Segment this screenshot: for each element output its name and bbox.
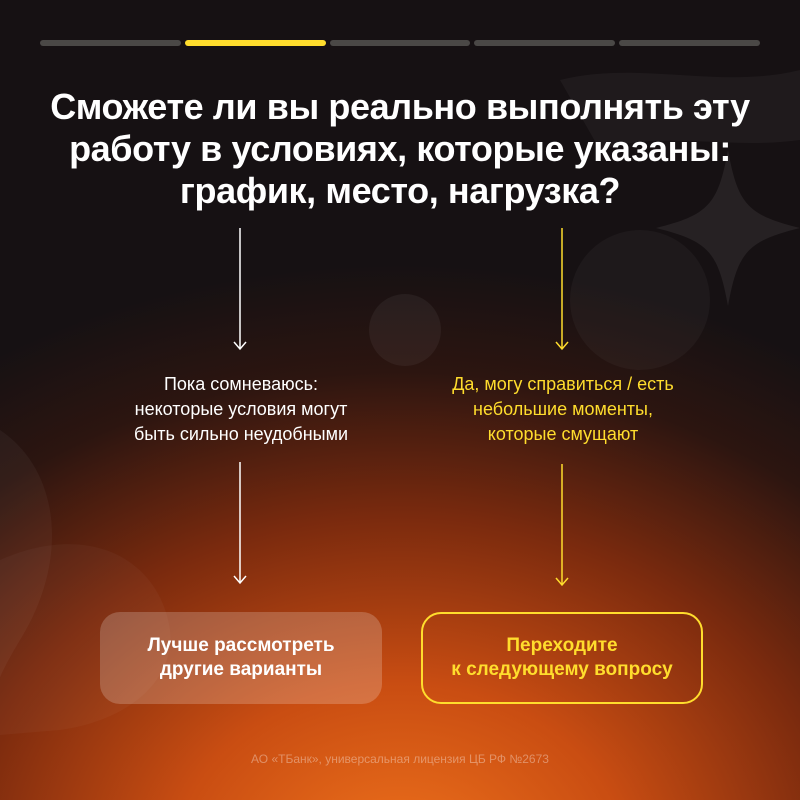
result-next-question <box>421 612 703 704</box>
headline-line: Сможете ли вы реально выполнять эту <box>50 86 750 127</box>
result-line: другие варианты <box>159 659 323 680</box>
progress-segment-active <box>185 40 326 46</box>
headline-line: работу в условиях, которые указаны: <box>69 128 731 169</box>
progress-segment <box>619 40 760 46</box>
progress-segment <box>474 40 615 46</box>
progress-segment <box>330 40 471 46</box>
option-line: некоторые условия могут <box>134 399 348 419</box>
license-footer: АО «ТБанк», универсальная лицензия ЦБ РФ №2673 <box>251 752 549 766</box>
decor-circle <box>369 294 441 366</box>
option-line: Пока сомневаюсь: <box>163 374 319 394</box>
option-line: Да, могу справиться / есть <box>452 374 674 394</box>
result-consider-other-options <box>100 612 382 704</box>
option-doubt <box>96 372 386 447</box>
decor-circle <box>570 230 710 370</box>
result-line: Переходите <box>506 635 618 656</box>
question-headline <box>20 86 780 212</box>
story-progress-bar <box>40 40 760 46</box>
option-line: быть сильно неудобными <box>133 424 349 444</box>
option-line: которые смущают <box>487 424 639 444</box>
headline-line: график, место, нагрузка? <box>179 170 621 211</box>
arrow-down-icon <box>552 464 572 588</box>
result-line: к следующему вопросу <box>451 659 673 680</box>
option-can-handle <box>418 372 708 447</box>
progress-segment <box>40 40 181 46</box>
option-line: небольшие моменты, <box>473 399 653 419</box>
arrow-down-icon <box>552 228 572 352</box>
arrow-down-icon <box>230 462 250 586</box>
result-line: Лучше рассмотреть <box>147 635 335 656</box>
arrow-down-icon <box>230 228 250 352</box>
